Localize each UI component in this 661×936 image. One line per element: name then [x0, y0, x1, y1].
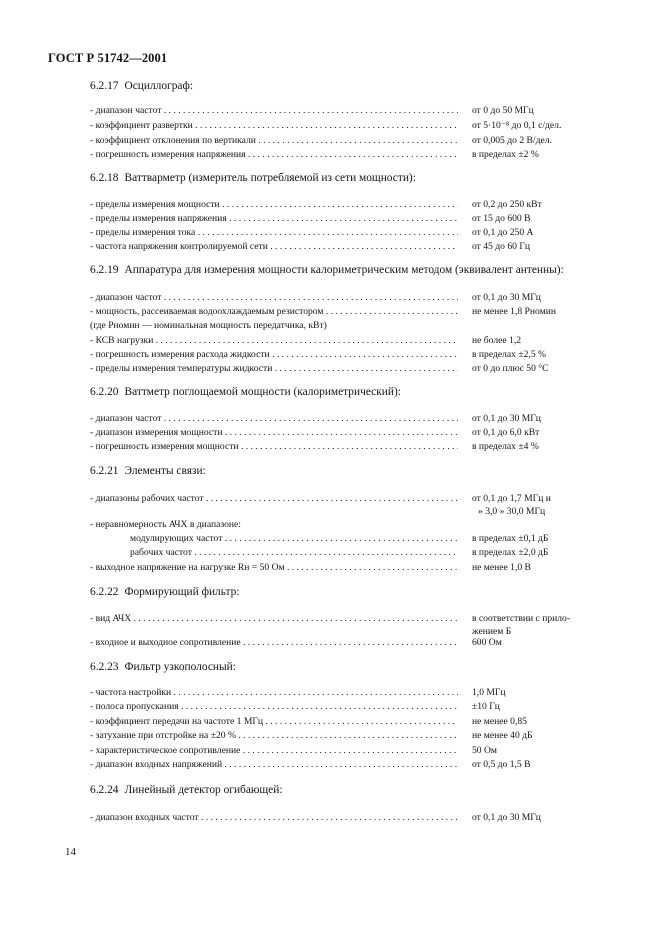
section-title: Формирующий фильтр:	[124, 586, 240, 598]
spec-row	[90, 226, 595, 240]
spec-label: - коэффициент отклонения по вертикали . . .	[90, 134, 458, 148]
section-number: 6.2.20	[90, 386, 119, 398]
section-heading	[90, 586, 239, 598]
spec-row	[90, 744, 595, 758]
spec-row	[90, 492, 595, 506]
spec-row	[90, 729, 595, 743]
spec-row	[90, 546, 595, 560]
spec-row	[90, 532, 595, 546]
spec-row	[90, 758, 595, 772]
spec-label: - характеристическое сопротивление . . .	[90, 744, 458, 758]
spec-value: 600 Ом	[472, 637, 502, 648]
spec-row	[90, 612, 595, 626]
section-number: 6.2.19	[90, 264, 119, 276]
spec-row	[90, 212, 595, 226]
spec-value: не менее 1,0 В	[472, 562, 531, 573]
section-title: Ваттметр поглощаемой мощности (калориметрический):	[124, 386, 401, 398]
spec-row	[90, 362, 595, 376]
spec-row	[90, 636, 595, 650]
spec-value: в пределах ±0,1 дБ	[472, 533, 549, 544]
spec-label: - КСВ нагрузки . . .	[90, 334, 458, 348]
section-heading	[90, 661, 236, 673]
spec-note: (где Pномин — номинальная мощность передатчика, кВт)	[90, 320, 327, 331]
spec-value: в пределах ±2 %	[472, 149, 539, 160]
section-title: Элементы связи:	[124, 465, 206, 477]
spec-row	[90, 240, 595, 254]
spec-value: от 15 до 600 В	[472, 213, 531, 224]
spec-label: - частота настройки . . .	[90, 686, 458, 700]
spec-row	[90, 715, 595, 729]
spec-label: - диапазон измерения мощности . . .	[90, 426, 458, 440]
spec-label: - диапазон частот . . .	[90, 104, 458, 118]
section-heading	[90, 386, 401, 398]
spec-value: от 0,1 до 6,0 кВт	[472, 427, 540, 438]
page-number: 14	[65, 846, 76, 858]
section-heading	[90, 80, 193, 92]
section-title: Ваттварметр (измеритель потребляемой из сети мощности):	[124, 172, 416, 184]
section-title: Аппаратура для измерения мощности калориметрическим методом (эквивалент антенны):	[124, 264, 564, 276]
spec-value: от 0 до 50 МГц	[472, 105, 534, 116]
spec-label: - диапазон входных напряжений . . .	[90, 758, 458, 772]
spec-value: не более 1,2	[472, 335, 522, 346]
spec-row	[90, 811, 595, 825]
spec-value: 1,0 МГц	[472, 687, 506, 698]
spec-row	[90, 291, 595, 305]
spec-value: не менее 40 дБ	[472, 730, 533, 741]
spec-label: - пределы измерения тока . . .	[90, 226, 458, 240]
spec-value: от 0,1 до 30 МГц	[472, 292, 541, 303]
section-heading	[90, 264, 564, 276]
section-number: 6.2.24	[90, 784, 119, 796]
section-number: 6.2.18	[90, 172, 119, 184]
spec-label: - вид АЧХ . . .	[90, 612, 458, 626]
spec-label: - диапазоны рабочих частот . . .	[90, 492, 458, 506]
spec-value: от 5·10⁻⁸ до 0,1 с/дел.	[472, 120, 562, 131]
spec-value: от 45 до 60 Гц	[472, 241, 531, 252]
spec-label: - диапазон входных частот . . .	[90, 811, 458, 825]
spec-row	[90, 412, 595, 426]
spec-label: рабочих частот . . .	[90, 546, 458, 560]
spec-label: - коэффициент развертки . . .	[90, 119, 458, 133]
section-heading	[90, 465, 206, 477]
spec-label: - коэффициент передачи на частоте 1 МГц . . .	[90, 715, 458, 729]
spec-row	[90, 119, 595, 133]
page-header: ГОСТ Р 51742—2001	[48, 51, 168, 65]
spec-value: от 0,1 до 30 МГц	[472, 812, 541, 823]
spec-label: - погрешность измерения расхода жидкости . . .	[90, 348, 458, 362]
spec-value: от 0,1 до 1,7 МГц и	[472, 493, 551, 504]
spec-value: от 0,5 до 1,5 В	[472, 759, 531, 770]
spec-row	[90, 305, 595, 319]
spec-row	[90, 334, 595, 348]
section-title: Линейный детектор огибающей:	[124, 784, 283, 796]
spec-value-continuation: » 3,0 » 30,0 МГц	[478, 506, 546, 517]
spec-value: 50 Ом	[472, 745, 497, 756]
spec-row	[90, 148, 595, 162]
spec-label: - пределы измерения температуры жидкости . . .	[90, 362, 458, 376]
section-number: 6.2.21	[90, 465, 119, 477]
spec-label: - диапазон частот . . .	[90, 412, 458, 426]
section-number: 6.2.23	[90, 661, 119, 673]
section-title: Фильтр узкополосный:	[124, 661, 236, 673]
spec-value: ±10 Гц	[472, 701, 500, 712]
spec-label: - полоса пропускания . . .	[90, 700, 458, 714]
spec-value: от 0,2 до 250 кВт	[472, 199, 542, 210]
spec-value: в пределах ±2,5 %	[472, 349, 547, 360]
spec-label: - выходное напряжение на нагрузке Rн = 50 Ом . . .	[90, 561, 458, 575]
spec-label: - неравномерность АЧХ в диапазоне:	[90, 519, 241, 530]
spec-label: - погрешность измерения мощности . . .	[90, 440, 458, 454]
spec-value: от 0,005 до 2 В/дел.	[472, 135, 552, 146]
section-number: 6.2.17	[90, 80, 119, 92]
spec-label: - погрешность измерения напряжения . . .	[90, 148, 458, 162]
spec-label: модулирующих частот . . .	[90, 532, 458, 546]
spec-value: от 0,1 до 30 МГц	[472, 413, 541, 424]
spec-value: от 0 до плюс 50 °С	[472, 363, 549, 374]
spec-row	[90, 134, 595, 148]
spec-label: - частота напряжения контролируемой сети . . .	[90, 240, 458, 254]
section-title: Осциллограф:	[124, 80, 193, 92]
spec-label: - мощность, рассеиваемая водоохлаждаемым резистором . . .	[90, 305, 458, 319]
spec-label: - входное и выходное сопротивление . . .	[90, 636, 458, 650]
spec-value: от 0,1 до 250 А	[472, 227, 534, 238]
spec-value-continuation: жением Б	[472, 626, 512, 637]
spec-value: в пределах ±4 %	[472, 441, 539, 452]
spec-value: не менее 1,8 Pномин	[472, 306, 556, 317]
spec-row	[90, 104, 595, 118]
spec-row	[90, 348, 595, 362]
spec-value: в соответствии с прило-	[472, 613, 571, 624]
spec-row	[90, 518, 595, 532]
spec-label: - диапазон частот . . .	[90, 291, 458, 305]
spec-label: - пределы измерения мощности . . .	[90, 198, 458, 212]
spec-row	[90, 686, 595, 700]
spec-row	[90, 440, 595, 454]
spec-value: не менее 0,85	[472, 716, 527, 727]
spec-value: в пределах ±2,0 дБ	[472, 547, 549, 558]
spec-label: - пределы измерения напряжения . . .	[90, 212, 458, 226]
spec-row	[90, 198, 595, 212]
spec-row	[90, 561, 595, 575]
section-heading	[90, 784, 283, 796]
spec-label: - затухание при отстройке на ±20 % . . .	[90, 729, 458, 743]
spec-row	[90, 700, 595, 714]
section-heading	[90, 172, 416, 184]
section-number: 6.2.22	[90, 586, 119, 598]
spec-row	[90, 426, 595, 440]
